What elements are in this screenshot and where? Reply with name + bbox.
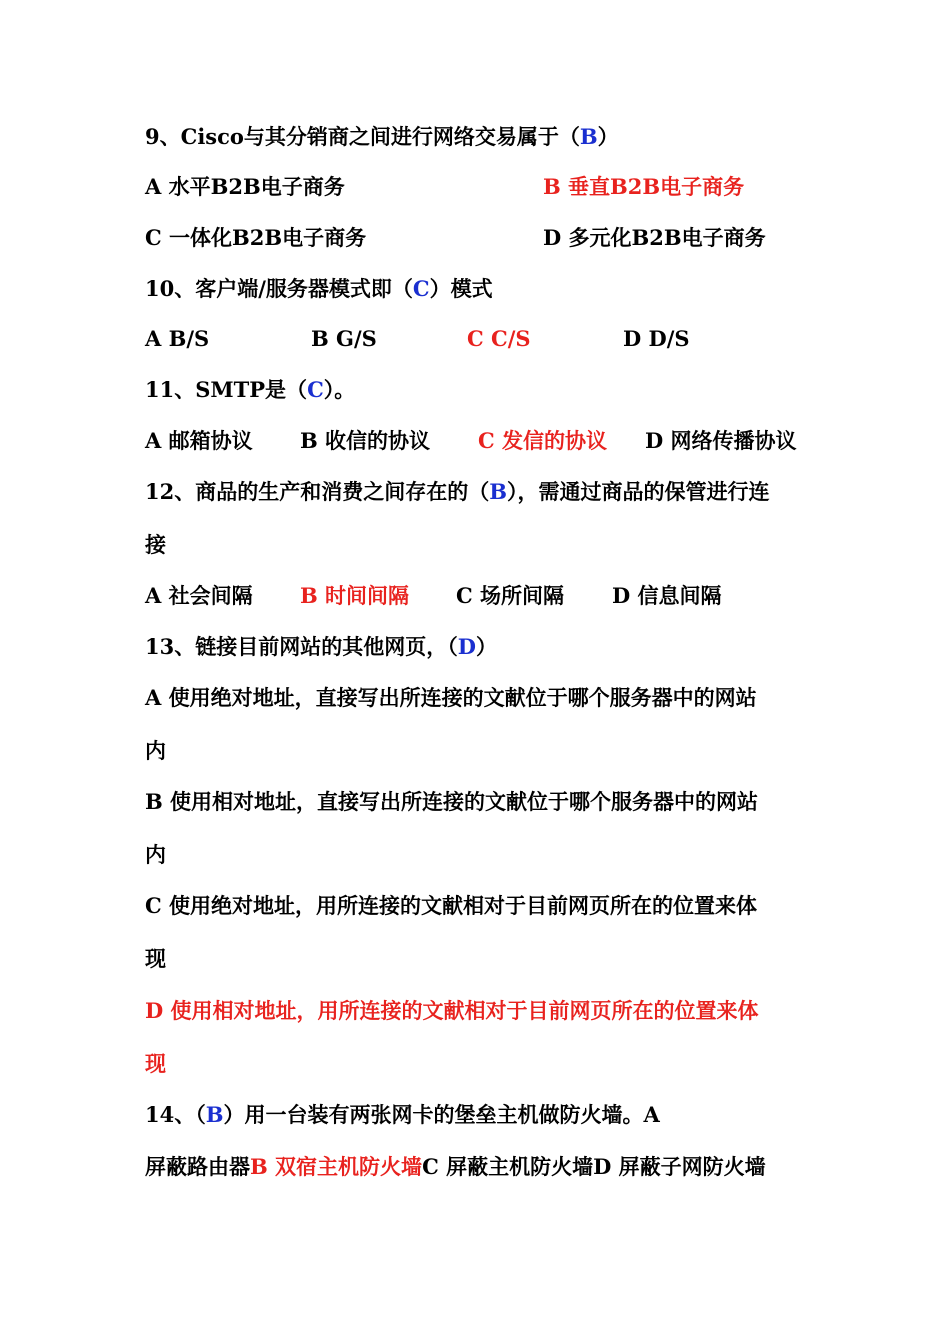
option-d: D 信息间隔 (612, 583, 722, 608)
option-a: A 邮箱协议 (145, 428, 253, 453)
answer-letter: C (412, 276, 430, 301)
q13-option-d-wrap (145, 1049, 166, 1079)
q13-option-c (145, 891, 757, 921)
option-c: C 场所间隔 (456, 583, 565, 608)
option-b: B G/S (311, 326, 377, 351)
option-a-line-2: 内 (145, 738, 166, 763)
option-c-correct: C C/S (467, 326, 531, 351)
option-b: B 收信的协议 (300, 428, 431, 453)
question-text-end: ），需通过商品的保管进行连 (506, 479, 770, 504)
option-d-line-2: 现 (145, 1051, 166, 1076)
question-text-end: ） (475, 634, 497, 659)
option-d: D 网络传播协议 (645, 428, 797, 453)
answer-letter: D (457, 634, 476, 659)
option-b-correct: B 垂直B2B电子商务 (543, 174, 745, 199)
option-a: A B/S (145, 326, 210, 351)
question-text: 10、客户端/服务器模式即（ (145, 276, 413, 301)
question-text: 13、链接目前网站的其他网页，（ (145, 634, 458, 659)
option-c: C 一体化B2B电子商务 (145, 225, 367, 250)
option-c-line-1: C 使用绝对地址，用所连接的文献相对于目前网页所在的位置来体 (145, 893, 758, 918)
q13-option-c-wrap (145, 944, 166, 974)
question-text-end: ）模式 (429, 276, 493, 301)
option-a: 屏蔽路由器 (145, 1154, 250, 1179)
option-b-correct: B 时间间隔 (300, 583, 410, 608)
answer-letter: B (579, 124, 598, 149)
question-text-wrap: 接 (145, 532, 166, 557)
option-d: D 多元化B2B电子商务 (543, 225, 766, 250)
option-d: D D/S (623, 326, 690, 351)
question-13 (145, 632, 497, 662)
question-text-end: ）。 (323, 377, 356, 402)
option-b-line-2: 内 (145, 842, 166, 867)
question-text-end: ）用一台装有两张网卡的堡垒主机做防火墙。A (223, 1102, 660, 1127)
question-10 (145, 274, 493, 304)
question-9 (145, 122, 619, 152)
option-c: C 屏蔽主机防火墙 (422, 1154, 594, 1179)
q14-options (145, 1152, 766, 1182)
option-d-line-1: D 使用相对地址，用所连接的文献相对于目前网页所在的位置来体 (145, 998, 759, 1023)
question-text: 14、（ (145, 1102, 206, 1127)
q13-option-b (145, 787, 758, 817)
question-14 (145, 1100, 660, 1130)
question-text: 11、SMTP是（ (145, 377, 308, 402)
question-text: 12、商品的生产和消费之间存在的（ (145, 479, 490, 504)
answer-letter: C (307, 377, 324, 402)
option-b-correct: B 双宿主机防火墙 (250, 1154, 423, 1179)
question-text-end: ） (597, 124, 619, 149)
question-12 (145, 477, 769, 507)
option-d: D 屏蔽子网防火墙 (593, 1154, 766, 1179)
q13-option-d-correct (145, 996, 759, 1026)
option-c-line-2: 现 (145, 946, 166, 971)
option-a-line-1: A 使用绝对地址，直接写出所连接的文献位于哪个服务器中的网站 (145, 685, 757, 710)
answer-letter: B (205, 1102, 224, 1127)
question-11 (145, 375, 355, 405)
question-text: 9、Cisco与其分销商之间进行网络交易属于（ (145, 124, 580, 149)
option-b-line-1: B 使用相对地址，直接写出所连接的文献位于哪个服务器中的网站 (145, 789, 759, 814)
q13-option-a (145, 683, 757, 713)
option-a: A 社会间隔 (145, 583, 253, 608)
option-c-correct: C 发信的协议 (478, 428, 608, 453)
answer-letter: B (489, 479, 507, 504)
q13-option-b-wrap (145, 840, 166, 870)
q13-option-a-wrap (145, 736, 166, 766)
option-a: A 水平B2B电子商务 (145, 174, 345, 199)
question-12-line-2 (145, 530, 166, 560)
